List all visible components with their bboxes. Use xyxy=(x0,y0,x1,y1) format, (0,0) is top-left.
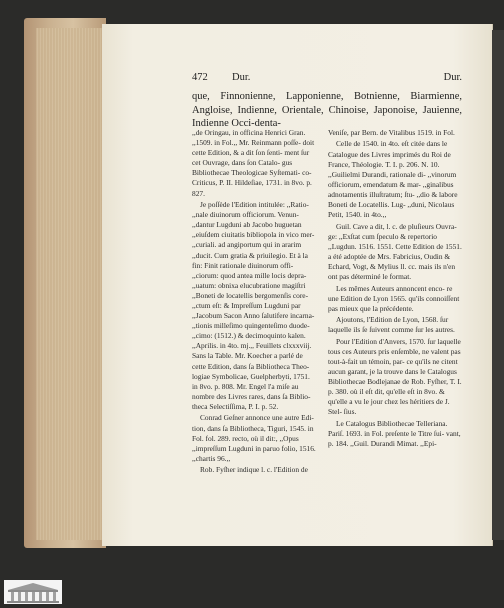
paragraph: Celle de 1540. in 4to. eſt citée dans le Catalogue des Livres imprimés du Roi de France, Théologie. T. I. p. 206. N. 10. ,,Guilielmi Durandi, rationale di- ,,vinorum officiorum, emendatum & mar- ,,ginalibus adnotamentis illuſtratum; ſtu- ,,dio & labore Boneti de Locatellis. Lug- ,,duni, Nicolaus Petit, 1540. in 4to.,, xyxy=(328,139,458,220)
right-page-edge xyxy=(492,30,504,540)
left-column xyxy=(192,128,316,477)
paragraph: Pour l'Edition d'Anvers, 1570. ſur laquelle tous ces Auteurs pris enſemble, ne valent pas tout-à-fait un témoin, par- ce qu'ils ne citent aucun garant, je la trouve dans le Catalogus Bibliothecae Bodlejanae de Rob. Fyſher, T. I. p. 380. où il eſt dit, qu'elle eſt in 8vo. & qu'elle a vu le jour chez les héritiers de J. Stel- ſius. xyxy=(328,336,462,417)
running-head-left: Dur. xyxy=(232,72,251,83)
paragraph: Rob. Fyſher indique l. c. l'Edition de xyxy=(200,465,308,475)
paragraph: Je poſſède l'Edition intitulée: ,,Ratio- ,,nale diuinorum officiorum. Venun- ,,dantur Lugduni ab Jacobo huguetan ,,eiuſdem ciuitatis bibliopola in vico mer- ,,curiali. ad angiportum qui in ararim ,,ducit. Cum gratia & priuilegio. Et à la fin: Finit rationale diuinorum offi- ,,ciorum: quod antea mille locis depra- ,,uatum: obnixa elucubratione magiſtri ,,Boneti de locatellis bergomenſis core- ,,ctum eſt: & Impreſſum Lugduni par ,,Jacobum Sacon Anno ſalutifere incarna- ,,tionis milleſimo quingenteſimo duode- ,,cimo: (1512.) & decimoquinto kalen. ,,Aprilis. in 4to. mj.,, Feuillets clxxxviij. Sans la Table. Mr. Koecher a parlé de cette Edition, dans ſa Bibliotheca Theo- logiae Symbolicae, Guelpherbyti, 1751. in 8vo. p. 808. Mr. Engel l'a miſe au nombre des Livres rares, dans ſa Biblio- theca Selectiſſima, P. I. p. 52. xyxy=(192,200,315,411)
running-head-right: Dur. xyxy=(443,72,462,83)
library-building-icon xyxy=(4,580,62,604)
paragraph: Les mêmes Auteurs annoncent enco- re une Edition de Lyon 1565. qu'ils connoiſſent pas mieux que la précédente. xyxy=(328,283,460,313)
page-stack xyxy=(36,28,102,540)
paragraph: Veniſe, par Bern. de Vitalibus 1519. in Fol. xyxy=(328,128,455,137)
lead-text: que, Finnonienne, Lapponienne, Botnienne, Biarmienne, Angloise, Indienne, Orientale, Chinoise, Japonoise, Jauienne, Indienne Occi-denta- xyxy=(192,91,462,129)
running-header xyxy=(192,72,462,86)
paragraph: Le Catalogus Bibliothecae Telleriana. Pariſ. 1693. in Fol. preſente le Titre ſui- vant, p. 184. ,,Guil. Durandi Mimat. ,,Epi- xyxy=(328,418,461,449)
paragraph: Conrad Geſner annonce une autre Edi- tion, dans ſa Bibliotheca, Tiguri, 1545. in Fol. fol. 289. recto, où il dit:, ,,Opus ,,impreſſum Lugduni in paruo folio, 1516. ,,chartis 96.,, xyxy=(192,413,316,463)
paragraph: Ajoutons, l'Edition de Lyon, 1568. ſur laquelle ils ſe ſuivent comme ſur les autres. xyxy=(328,315,455,335)
page-number: 472 xyxy=(192,72,208,83)
paragraph: Guil. Cave a dit, l. c. de pluſieurs Ouvra- ge: ,,Exſtat cum ſpeculo & repertorio ,,Lugdun. 1516. 1551. Cette Edition de 1551. a été adoptée de Mrs. Fabricius, Oudin & Echard, Vogt, & Mylius ll. cc. mais ils n'en ont pas déterminé le format. xyxy=(328,221,462,282)
paragraph: ,,de Oringau, in officina Henrici Gran. ,,1509. in Fol.,, Mr. Reinmann poſſe- doit cette Edition, & a dit ſon ſenti- ment ſur cet Ouvrage, dans ſon Catalo- gus Bibliothecae Theologicae Syſtemati- co-Criticus, P. II. Hildeſiae, 1731. in 8vo. p. 827. xyxy=(192,128,315,198)
right-column xyxy=(328,128,462,451)
